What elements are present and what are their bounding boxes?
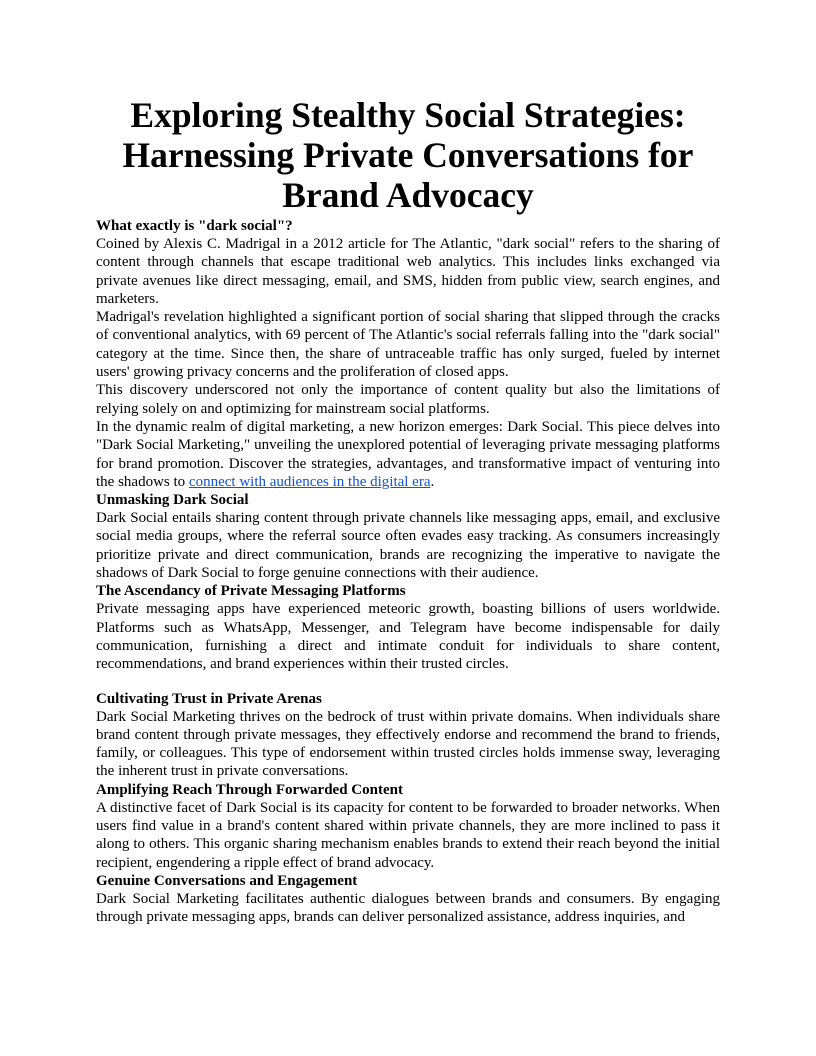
heading-unmasking: Unmasking Dark Social <box>96 492 249 509</box>
title-line-2: Harnessing Private Conversations for <box>122 135 694 175</box>
heading-ascendancy: The Ascendancy of Private Messaging Platforms <box>96 583 406 600</box>
spacer <box>96 674 720 690</box>
paragraph-ascendancy: Private messaging apps have experienced meteoric growth, boasting billions of users worldwide. Platforms such as WhatsApp, Messenger, and Telegram have become indispensable for daily communication, furnishing a direct and intimate conduit for individuals to share content, recommendations, and brand experiences within their trusted circles. <box>96 601 720 673</box>
paragraph-unmasking: Dark Social entails sharing content through private channels like messaging apps, email, and exclusive social media groups, where the referral source often evades easy tracking. As consumers increasingly prioritize private and direct communication, brands are recognizing the imperative to navigate the shadows of Dark Social to forge genuine connections with their audience. <box>96 510 720 582</box>
heading-reach: Amplifying Reach Through Forwarded Content <box>96 781 403 798</box>
heading-what-is-dark-social: What exactly is "dark social"? <box>96 218 293 234</box>
page-title <box>96 95 720 215</box>
paragraph-engagement: Dark Social Marketing facilitates authentic dialogues between brands and consumers. By engaging through private messaging apps, brands can deliver personalized assistance, address inquiries, and <box>96 890 720 926</box>
paragraph-discovery: This discovery underscored not only the importance of content quality but also the limitations of relying solely on and optimizing for mainstream social platforms. <box>96 382 720 417</box>
paragraph-dynamic-realm-end: . <box>430 473 435 490</box>
title-line-3: Brand Advocacy <box>282 175 534 215</box>
heading-trust: Cultivating Trust in Private Arenas <box>96 690 322 707</box>
heading-engagement: Genuine Conversations and Engagement <box>96 872 358 889</box>
paragraph-trust: Dark Social Marketing thrives on the bedrock of trust within private domains. When individuals share brand content through private messages, they effectively endorse and recommend the brand to friends, family, or colleagues. This type of endorsement within trusted circles holds immense sway, leveraging the inherent trust in private conversations. <box>96 708 720 780</box>
paragraph-reach: A distinctive facet of Dark Social is its capacity for content to be forwarded to broader networks. When users find value in a brand's content shared within private channels, they are more inclined to pass it along to others. This organic sharing mechanism enables brands to extend their reach beyond the initial recipient, engendering a ripple effect of brand advocacy. <box>96 799 720 871</box>
paragraph-dynamic-realm <box>96 418 720 491</box>
paragraph-dynamic-realm-text: In the dynamic realm of digital marketing, a new horizon emerges: Dark Social. This piece delves into "Dark Social Marketing," unveiling the unexplored potential of leveraging private messaging platforms for brand promotion. Discover the strategies, advantages, and transformative impact of venturing into the shadows to <box>96 418 720 490</box>
paragraph-revelation: Madrigal's revelation highlighted a significant portion of social sharing that slipped through the cracks of conventional analytics, with 69 percent of The Atlantic's social referrals falling into the "dark social" category at the time. Since then, the share of untraceable traffic has only surged, fueled by internet users' growing privacy concerns and the proliferation of closed apps. <box>96 309 720 381</box>
connect-audiences-link[interactable]: connect with audiences in the digital era <box>188 473 431 490</box>
title-line-1: Exploring Stealthy Social Strategies: <box>130 95 686 135</box>
document-page <box>96 95 720 927</box>
paragraph-origin: Coined by Alexis C. Madrigal in a 2012 article for The Atlantic, "dark social" refers to the sharing of content through channels that escape traditional web analytics. This includes links exchanged via private avenues like direct messaging, email, and SMS, hidden from public view, search engines, and marketers. <box>96 236 720 307</box>
